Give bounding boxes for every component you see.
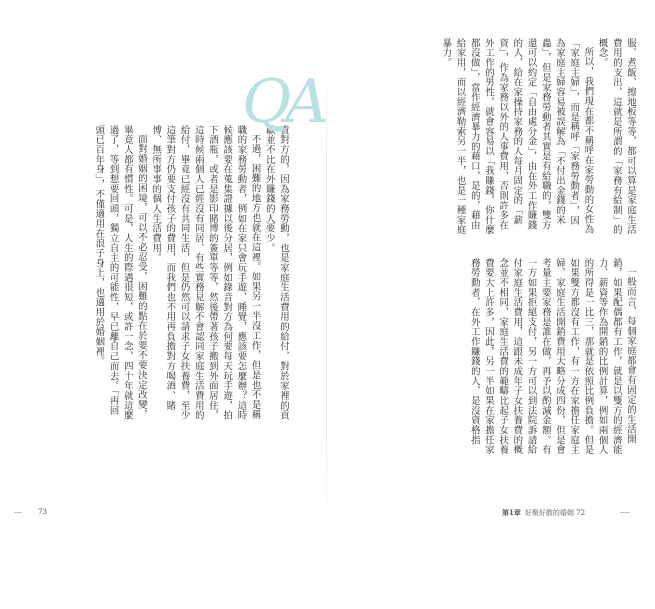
right-page (327, 0, 655, 609)
left-page-number: 73 (38, 508, 47, 516)
chapter-label: 第1章 (502, 508, 521, 517)
qa-logo: QA (242, 67, 323, 137)
right-page-section-1 (337, 38, 637, 235)
right-paragraph-1: 服、煮飯、擦地板等等，都可以算是家庭生活費用的支出，這就是所謂的「家務有給制」的概念。 (596, 38, 636, 235)
right-paragraph-2: 所以，我們現在都不稱呼在家勞動的女性為「家庭主婦」，而是稱呼「家務勞動者」，因為家庭主婦容易被誤解為「不付出金錢的米蟲」，但是家務勞動者其實是有給職的，雙方還可以約定「自由處分金」，由在外工作賺錢的人，給在家操持家務的人每月固定的「薪資」，作為家務以外的人事費用，否則許多在外工作的男性，就會容易以「我賺錢，你什麼都沒做」，當作經濟暴力的藉口，是的，藉由給家用，而以經濟勒索另一半，也是一種家庭暴力。 (440, 38, 594, 235)
chapter-title: 好聚好散的婚姻 (524, 509, 574, 517)
left-paragraph-2: 不過，困難的地方也就在這裡。如果另一半沒工作，但是也不是稱職的家務勞動者，例如在家只會玩手遊、睡覺，應該要怎麼辦？這時候應該要在蒐集證據以後分居，例如錄音對方為何要每天玩手遊，拍下酒瓶，或者是影印賭博的簽單等等，然後帶著孩子搬到外面居住，這時候兩個人已經沒有同居、有些實務見解不會認同家庭生活費用的給付，畢竟已經沒有共同生活，但是仍然可以請求子女扶養費，至少這筆對方仍要支付孩子的費用，而我們也不用再負擔對方喝酒、賭博、無所事事的個人生活費用。 (150, 125, 261, 421)
right-footer (502, 508, 585, 518)
right-page-section-2 (337, 258, 637, 455)
left-page-body (20, 125, 290, 425)
left-paragraph-3: 面對婚姻的困境，可以不必忍受，困難的點在於要不要決定改變，畢竟人都有慣性。可是，人生的際遇很短，或許一念，四十年就這麼過了，等到想要回頭，獨立自主的可能性，早已離自己而去。「再回頭已百年身」，不僅適用在浪子身上，也適用於婚姻裡。 (93, 125, 147, 421)
right-paragraph-3: 一般而言，每個家庭都會有固定的生活開銷，如果配偶都有工作，就是以雙方的經濟能力、薪資等作為開銷的比例計算，例如兩個人的所得是一比三，那就是依照比例負擔。但是如果雙方都沒有工作，有一方在家擔任家庭主婦，家庭生活開銷費用大略分成四份，但是會考量主要家務是誰在做，再予以酌減金額。有一方如果拒絕支付，另一方可以到法院訴請給付家庭生活費用，這跟未成年子女扶養費的概念並不相同，家庭生活費的範疇比起子女扶養費要大上許多，因此，另一半如果在家擔任家務勞動者，在外工作賺錢的人，是沒資格指 (468, 258, 636, 455)
right-page-number: 72 (576, 509, 586, 517)
left-paragraph-1: 責對方的，因為家務勞動，也是家庭生活費用的給付，對於家裡的貢獻並不比在外賺錢的人要少。 (263, 125, 289, 421)
right-footer-rule (620, 512, 630, 513)
left-footer-rule (14, 512, 22, 513)
